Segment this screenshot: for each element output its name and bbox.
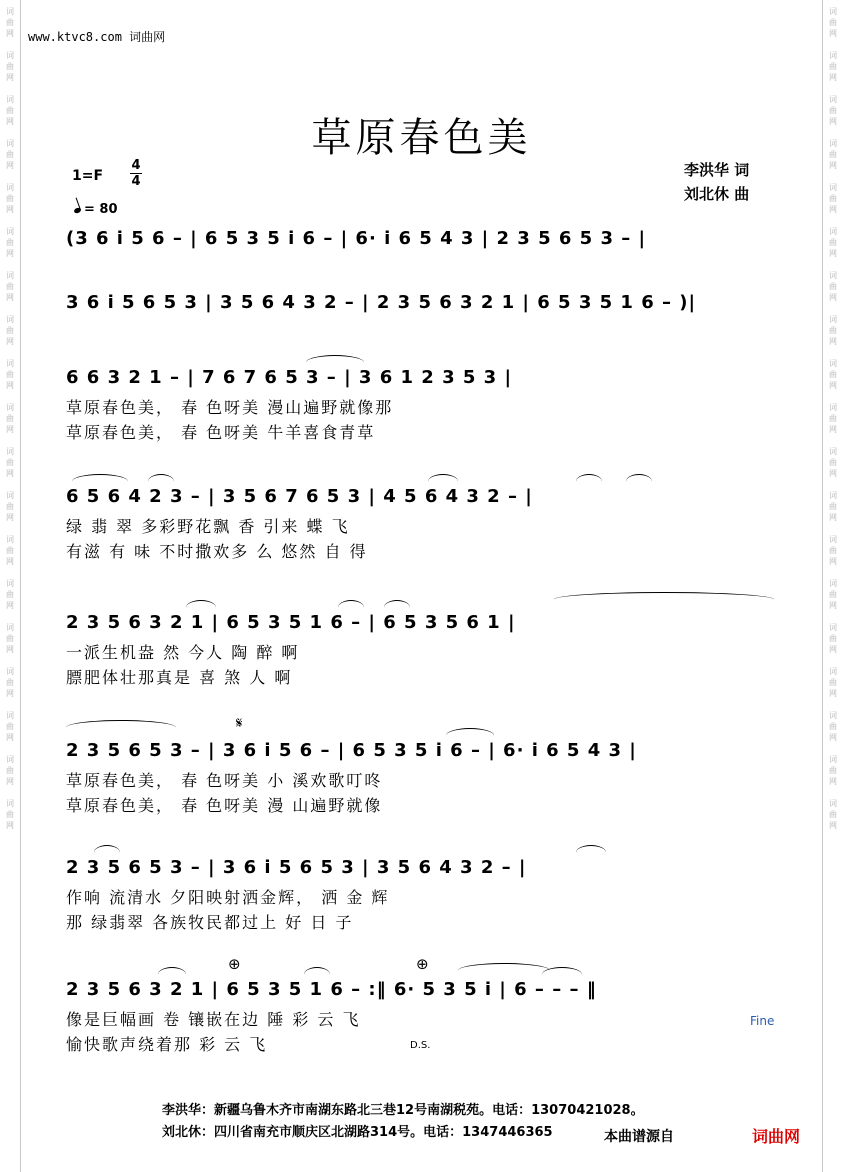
slur bbox=[306, 355, 364, 370]
composer-contact: 刘北休：四川省南充市顺庆区北湖路314号。电话：1347446365 bbox=[162, 1125, 553, 1140]
left-edge-watermark: 词 曲 网 词 曲 网 词 曲 网 词 曲 网 词 曲 网 词 曲 网 词 曲 网 词 曲 网 词 曲 网 词 曲 网 词 曲 网 词 曲 网 词 曲 网 词 曲 网 词 曲 网 词 曲 网 词 曲 网 词 曲 网 词 曲 网 bbox=[6, 7, 14, 830]
lyric-verse-2: 愉快歌声绕着那 彩 云 飞 bbox=[66, 1035, 268, 1054]
lyricist: 李洪华 词 bbox=[684, 161, 750, 179]
lyric-verse-1: 像是巨幅画 卷 镶嵌在边 陲 彩 云 飞 bbox=[66, 1010, 361, 1029]
segno-sign: 𝄋 bbox=[236, 714, 243, 732]
notes-line: 3 6 i 5 6 5 3 | 3 5 6 4 3 2 – | 2 3 5 6 3 2 1 | 6 5 3 5 1 6 – )| bbox=[66, 292, 697, 313]
notes-line: 2 3 5 6 3 2 1 | 6 5 3 5 1 6 – :‖ 6· 5 3 5 i | 6 – – – ‖ bbox=[66, 979, 597, 1000]
lyricist-contact: 李洪华：新疆乌鲁木齐市南湖东路北三巷12号南湖税苑。电话：13070421028。 bbox=[162, 1103, 644, 1118]
slur bbox=[458, 963, 550, 978]
lyric-verse-2: 那 绿翡翠 各族牧民都过上 好 日 子 bbox=[66, 913, 354, 932]
score-row-4 bbox=[66, 484, 776, 564]
slur bbox=[66, 720, 176, 735]
notes-line: (3 6 i 5 6 – | 6 5 3 5 i 6 – | 6· i 6 5 4 3 | 2 3 5 6 5 3 – | bbox=[66, 228, 647, 249]
lyric-verse-2: 膘肥体壮那真是 喜 煞 人 啊 bbox=[66, 668, 293, 687]
score-row-3 bbox=[66, 365, 776, 445]
lyric-verse-2: 有滋 有 味 不时撒欢多 么 悠然 自 得 bbox=[66, 542, 368, 561]
ds-marking: D.S. bbox=[410, 1040, 431, 1051]
slur bbox=[384, 600, 410, 615]
coda-sign-1: ⊕ bbox=[228, 955, 241, 973]
slur bbox=[446, 728, 494, 743]
tempo-value: = 80 bbox=[84, 202, 118, 217]
quarter-note-icon bbox=[73, 207, 81, 214]
site-logo[interactable]: 词曲网 bbox=[752, 1127, 801, 1146]
slur bbox=[576, 474, 602, 489]
slur bbox=[148, 474, 174, 489]
coda-sign-2: ⊕ bbox=[416, 955, 429, 973]
score-row-6 bbox=[66, 714, 776, 818]
lyric-verse-1: 作响 流清水 夕阳映射洒金辉， 洒 金 辉 bbox=[66, 888, 390, 907]
source-text: 本曲谱源自 bbox=[604, 1129, 674, 1145]
tempo-marking bbox=[74, 202, 118, 217]
notes-line: 6 5 6 4 2 3 – | 3 5 6 7 6 5 3 | 4 5 6 4 3 2 – | bbox=[66, 486, 533, 507]
score-row-7 bbox=[66, 855, 776, 935]
slur bbox=[158, 967, 186, 982]
notes-line: 6 6 3 2 1 – | 7 6 7 6 5 3 – | 3 6 1 2 3 5 3 | bbox=[66, 367, 513, 388]
credits bbox=[684, 158, 749, 206]
slur bbox=[576, 845, 606, 860]
site-header[interactable]: www.ktvc8.com 词曲网 bbox=[28, 30, 166, 44]
notes-line: 2 3 5 6 3 2 1 | 6 5 3 5 1 6 – | 6 5 3 5 6 1 | bbox=[66, 612, 516, 633]
time-signature-top: 4 bbox=[131, 158, 141, 173]
score-row-1 bbox=[66, 226, 776, 252]
time-signature bbox=[130, 158, 142, 189]
lyric-verse-1: 草原春色美， 春 色呀美 漫山遍野就像那 bbox=[66, 398, 394, 417]
notes-line: 2 3 5 6 5 3 – | 3 6 i 5 6 – | 6 5 3 5 i 6 – | 6· i 6 5 4 3 | bbox=[66, 740, 637, 761]
fine-marking: Fine bbox=[750, 1014, 775, 1028]
right-edge-border bbox=[822, 0, 843, 1172]
slur bbox=[338, 600, 364, 615]
lyric-verse-2: 草原春色美， 春 色呀美 漫 山遍野就像 bbox=[66, 796, 383, 815]
right-edge-watermark: 词 曲 网 词 曲 网 词 曲 网 词 曲 网 词 曲 网 词 曲 网 词 曲 网 词 曲 网 词 曲 网 词 曲 网 词 曲 网 词 曲 网 词 曲 网 词 曲 网 词 曲 网 词 曲 网 词 曲 网 词 曲 网 词 曲 网 bbox=[829, 7, 837, 830]
slur bbox=[428, 474, 458, 489]
time-signature-bottom: 4 bbox=[131, 174, 141, 189]
slur bbox=[304, 967, 330, 982]
notes-line: 2 3 5 6 5 3 – | 3 6 i 5 6 5 3 | 3 5 6 4 3 2 – | bbox=[66, 857, 527, 878]
slur bbox=[542, 967, 582, 982]
left-edge-border bbox=[0, 0, 21, 1172]
composer: 刘北休 曲 bbox=[684, 185, 750, 203]
lyric-verse-2: 草原春色美， 春 色呀美 牛羊喜食青草 bbox=[66, 423, 376, 442]
slur bbox=[626, 474, 652, 489]
song-title: 草原春色美 bbox=[311, 115, 532, 161]
slur bbox=[186, 600, 216, 615]
key-signature: 1=F bbox=[72, 168, 104, 184]
score-row-5 bbox=[66, 610, 776, 690]
footer-contacts bbox=[162, 1100, 644, 1144]
slur bbox=[72, 474, 128, 489]
slur bbox=[94, 845, 120, 860]
lyric-verse-1: 草原春色美， 春 色呀美 小 溪欢歌叮咚 bbox=[66, 771, 383, 790]
lyric-verse-1: 绿 翡 翠 多彩野花飘 香 引来 蝶 飞 bbox=[66, 517, 350, 536]
slur bbox=[554, 592, 774, 607]
score-row-2 bbox=[66, 290, 776, 316]
lyric-verse-1: 一派生机盎 然 今人 陶 醉 啊 bbox=[66, 643, 300, 662]
